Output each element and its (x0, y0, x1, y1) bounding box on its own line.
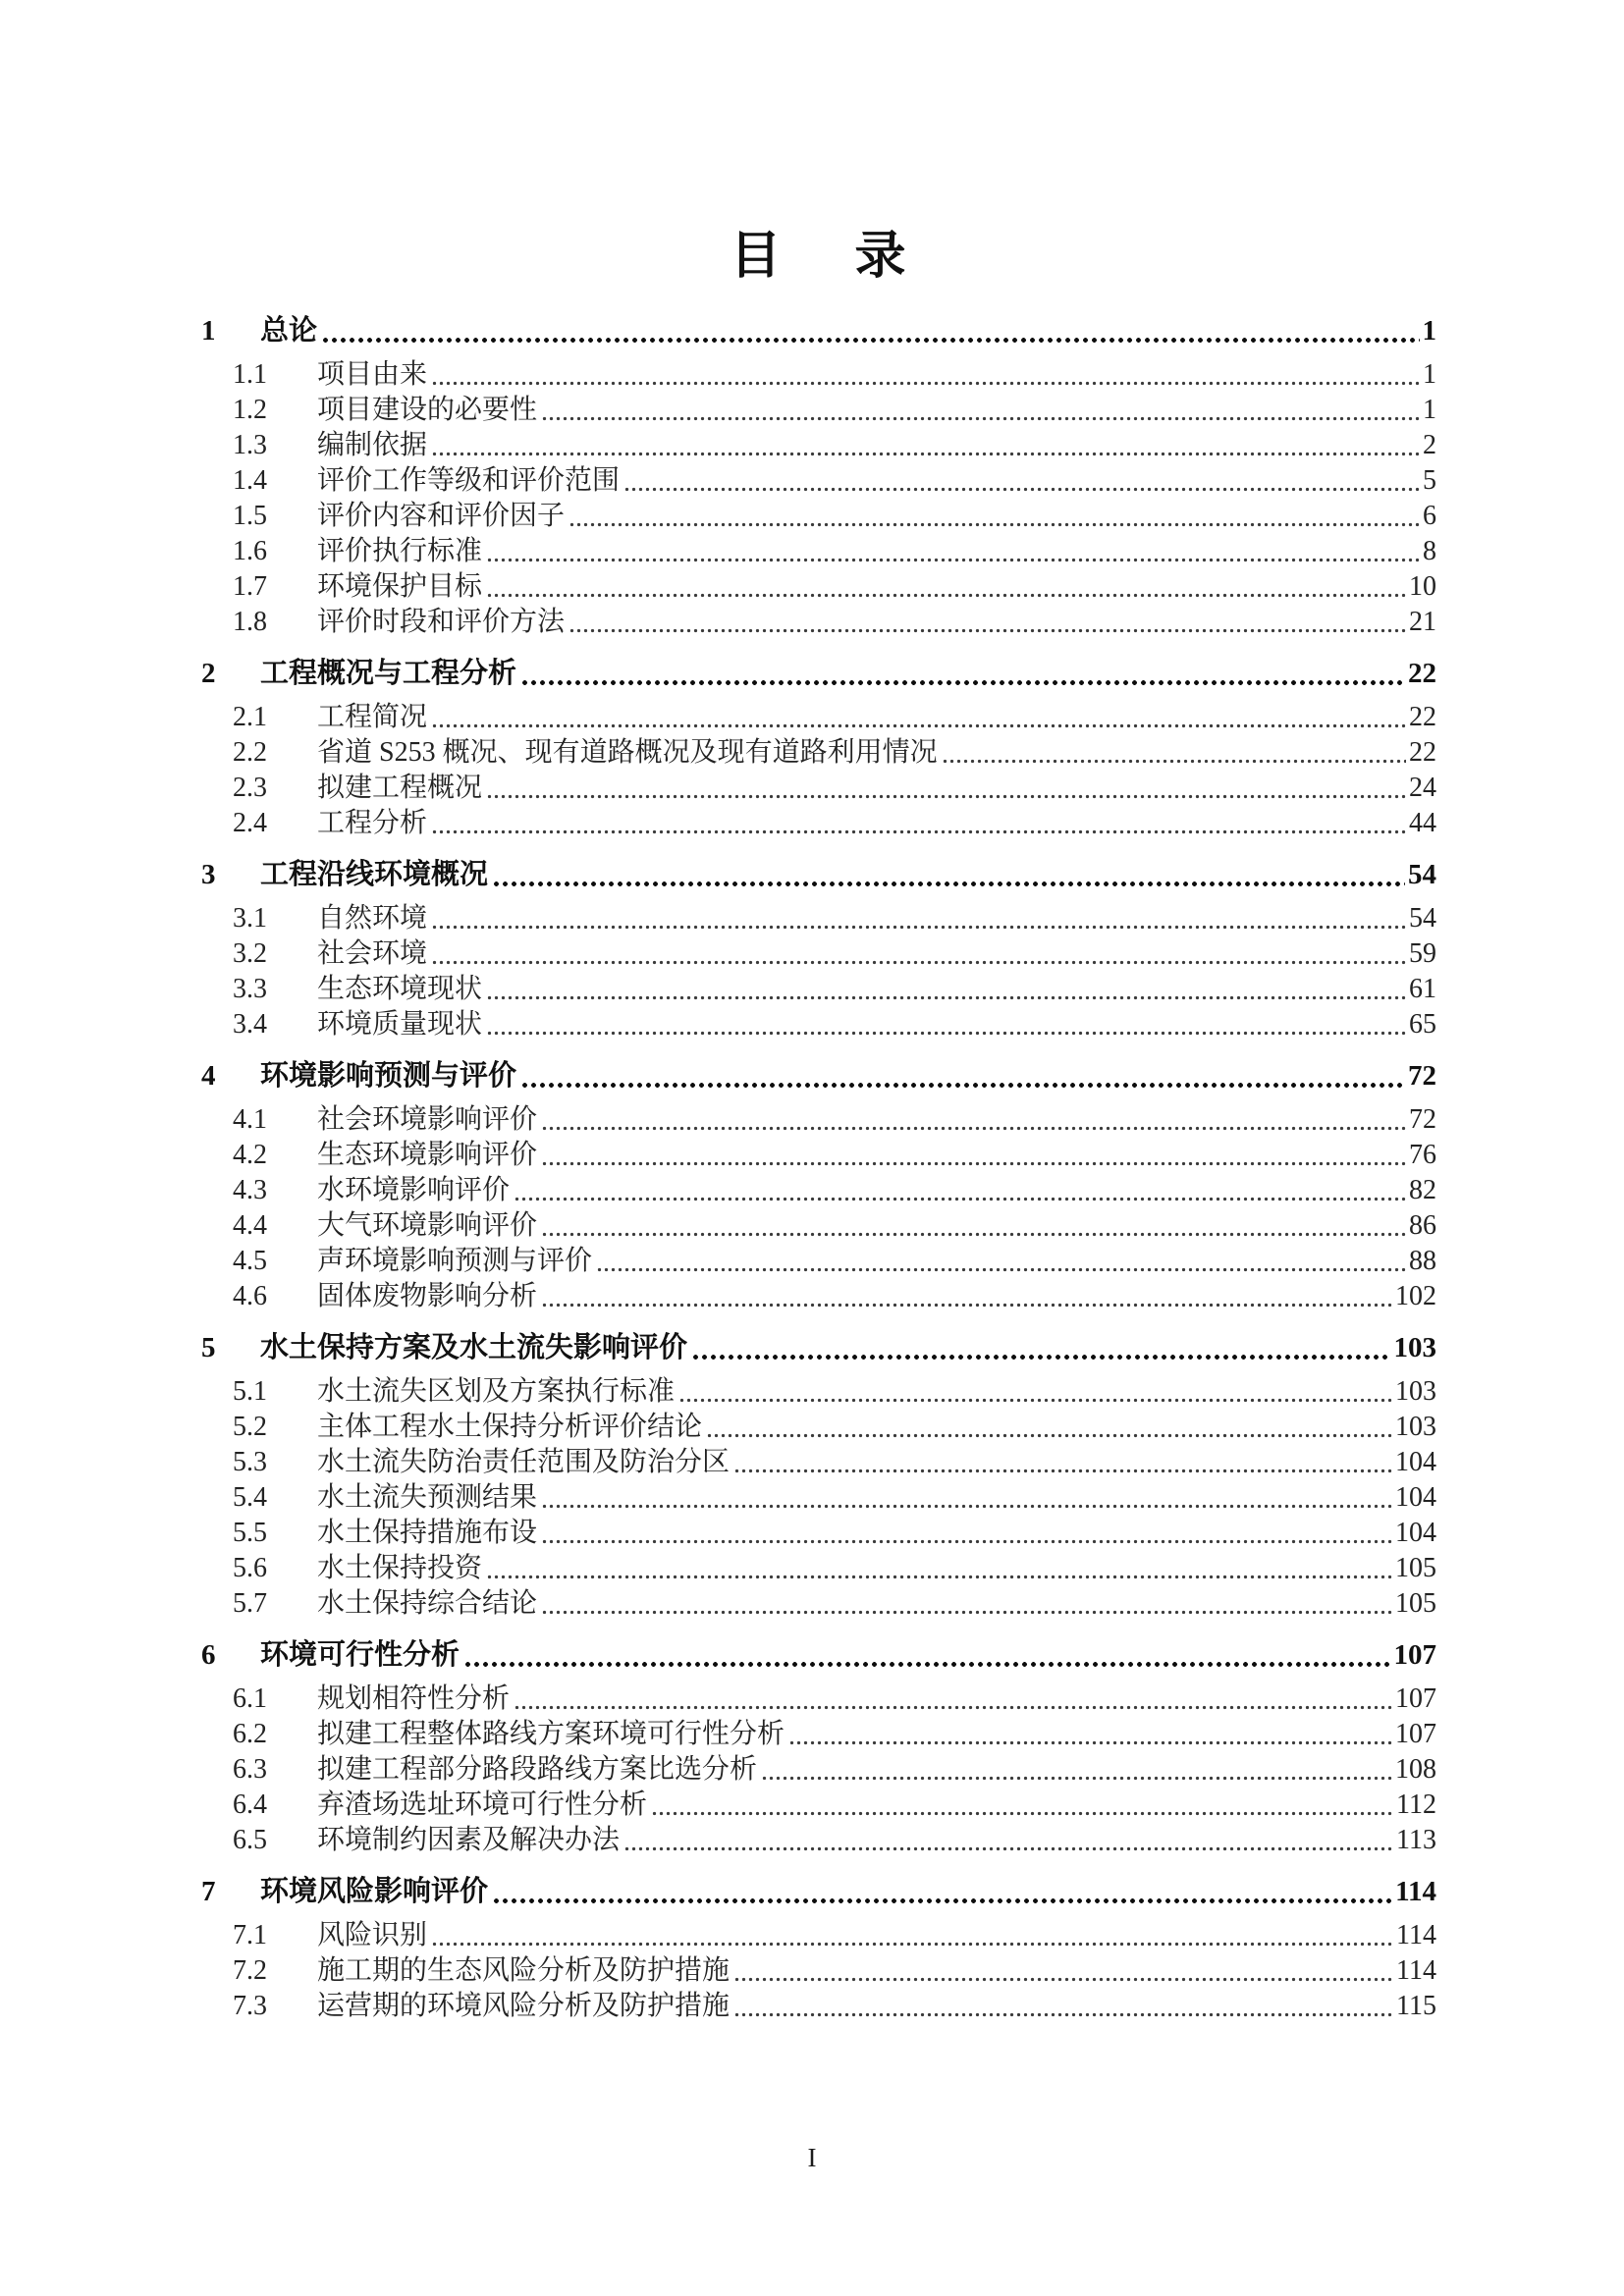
item-number: 5.2 (233, 1412, 267, 1442)
toc-item-row[interactable] (201, 1717, 1436, 1752)
chapter-number: 3 (201, 859, 216, 890)
dot-leader (486, 791, 1406, 800)
item-title: 拟建工程部分路段路线方案比选分析 (317, 1754, 758, 1785)
dot-leader (431, 449, 1420, 457)
item-title: 风险识别 (317, 1920, 428, 1950)
dot-leader (691, 1353, 1390, 1362)
item-number: 2.4 (233, 808, 267, 838)
item-title: 运营期的环境风险分析及防护措施 (317, 1991, 731, 2021)
item-number: 1.6 (233, 536, 267, 566)
item-number: 4.1 (233, 1104, 267, 1135)
item-title: 拟建工程概况 (317, 773, 483, 803)
dot-leader (541, 1229, 1406, 1238)
item-number: 3.3 (233, 974, 267, 1004)
page-number: 108 (1395, 1754, 1436, 1785)
page-number: 104 (1395, 1518, 1436, 1548)
page-number: 103 (1395, 1376, 1436, 1407)
dot-leader (541, 1536, 1392, 1545)
toc-item-row[interactable] (201, 393, 1436, 428)
dot-leader (321, 336, 1419, 345)
item-title: 生态环境影响评价 (317, 1140, 538, 1170)
item-title: 生态环境现状 (317, 974, 483, 1004)
item-title: 项目由来 (317, 359, 428, 390)
page-number: 10 (1409, 571, 1436, 602)
page-number: 115 (1396, 1991, 1436, 2021)
dot-leader (761, 1773, 1392, 1782)
item-number: 1.1 (233, 359, 267, 390)
toc-item-row[interactable] (201, 901, 1436, 936)
page-number: 1 (1423, 359, 1436, 390)
dot-leader (568, 519, 1420, 528)
toc-chapter-row[interactable] (201, 1637, 1436, 1674)
item-title: 项目建设的必要性 (317, 395, 538, 425)
dot-leader (486, 590, 1406, 599)
page-number: 113 (1396, 1825, 1436, 1855)
toc-item-row[interactable] (201, 806, 1436, 841)
item-title: 弃渣场选址环境可行性分析 (317, 1789, 648, 1820)
dot-leader (463, 1660, 1390, 1669)
item-number: 3.4 (233, 1009, 267, 1040)
item-title: 规划相符性分析 (317, 1683, 511, 1714)
dot-leader (520, 1081, 1405, 1090)
item-number: 3.1 (233, 903, 267, 934)
chapter-number: 4 (201, 1060, 216, 1092)
item-number: 6.4 (233, 1789, 267, 1820)
item-number: 4.2 (233, 1140, 267, 1170)
toc-item-row[interactable] (201, 569, 1436, 605)
item-title: 社会环境 (317, 938, 428, 969)
page-number: 103 (1395, 1412, 1436, 1442)
page-number: 104 (1395, 1447, 1436, 1477)
toc-item-row[interactable] (201, 1918, 1436, 1953)
item-title: 水土保持综合结论 (317, 1588, 538, 1619)
toc-chapter-row[interactable] (201, 656, 1436, 692)
dot-leader (431, 827, 1406, 835)
item-title: 工程简况 (317, 702, 428, 732)
item-number: 4.5 (233, 1246, 267, 1276)
item-number: 2.1 (233, 702, 267, 732)
toc-item-row[interactable] (201, 1989, 1436, 2024)
item-number: 2.2 (233, 737, 267, 768)
dot-leader (706, 1430, 1392, 1439)
item-title: 自然环境 (317, 903, 428, 934)
item-title: 施工期的生态风险分析及防护措施 (317, 1955, 731, 1986)
page-number: 105 (1395, 1588, 1436, 1619)
dot-leader (431, 957, 1406, 966)
toc-item-row[interactable] (201, 1208, 1436, 1244)
item-number: 6.3 (233, 1754, 267, 1785)
chapter-number: 5 (201, 1332, 216, 1363)
dot-leader (492, 880, 1405, 888)
page-number: 65 (1409, 1009, 1436, 1040)
item-title: 水土流失区划及方案执行标准 (317, 1376, 676, 1407)
page-number: 24 (1409, 773, 1436, 803)
page-number: 72 (1409, 1104, 1436, 1135)
item-number: 4.6 (233, 1281, 267, 1311)
item-number: 7.2 (233, 1955, 267, 1986)
page-number: 104 (1395, 1482, 1436, 1513)
item-title: 社会环境影响评价 (317, 1104, 538, 1135)
page-number: 112 (1396, 1789, 1436, 1820)
item-number: 1.8 (233, 607, 267, 637)
toc-item-row[interactable] (201, 1138, 1436, 1173)
chapter-title: 环境影响预测与评价 (260, 1060, 517, 1092)
item-number: 7.3 (233, 1991, 267, 2021)
page-number: 2 (1423, 430, 1436, 460)
chapter-title: 工程概况与工程分析 (260, 658, 517, 689)
toc-item-row[interactable] (201, 1244, 1436, 1279)
toc-list (201, 313, 1436, 2024)
toc-item-row[interactable] (201, 499, 1436, 534)
page-number: 44 (1409, 808, 1436, 838)
item-number: 1.5 (233, 501, 267, 531)
chapter-number: 2 (201, 658, 216, 689)
dot-leader (623, 484, 1420, 493)
dot-leader (541, 1501, 1392, 1510)
item-title: 评价时段和评价方法 (317, 607, 566, 637)
page-number: 88 (1409, 1246, 1436, 1276)
toc-chapter-row[interactable] (201, 1058, 1436, 1095)
item-number: 5.6 (233, 1553, 267, 1583)
item-number: 6.1 (233, 1683, 267, 1714)
toc-chapter-row[interactable] (201, 1330, 1436, 1366)
page-number: 114 (1396, 1955, 1436, 1986)
item-title: 环境质量现状 (317, 1009, 483, 1040)
toc-item-row[interactable] (201, 463, 1436, 499)
page-number: 22 (1408, 658, 1436, 689)
dot-leader (431, 378, 1420, 387)
chapter-title: 工程沿线环境概况 (260, 859, 489, 890)
page-number: 54 (1409, 903, 1436, 934)
toc-item-row[interactable] (201, 1788, 1436, 1823)
toc-item-row[interactable] (201, 1007, 1436, 1042)
dot-leader (568, 625, 1406, 634)
dot-leader (541, 1123, 1406, 1132)
toc-item-row[interactable] (201, 1173, 1436, 1208)
dot-leader (520, 678, 1405, 687)
page-title: 目 录 (730, 229, 908, 285)
page-number: 103 (1393, 1332, 1436, 1363)
toc-item-row[interactable] (201, 1752, 1436, 1788)
toc-item-row[interactable] (201, 428, 1436, 463)
dot-leader (541, 413, 1420, 422)
dot-leader (514, 1702, 1392, 1711)
dot-leader (733, 1974, 1393, 1983)
item-number: 5.5 (233, 1518, 267, 1548)
toc-item-row[interactable] (201, 1410, 1436, 1445)
item-number: 3.2 (233, 938, 267, 969)
toc-chapter-row[interactable] (201, 857, 1436, 893)
toc-item-row[interactable] (201, 357, 1436, 393)
item-number: 1.2 (233, 395, 267, 425)
dot-leader (431, 721, 1406, 729)
page-number: 6 (1423, 501, 1436, 531)
item-number: 1.7 (233, 571, 267, 602)
item-title: 水土保持措施布设 (317, 1518, 538, 1548)
item-title: 主体工程水土保持分析评价结论 (317, 1412, 703, 1442)
page-number: 107 (1393, 1639, 1436, 1671)
dot-leader (733, 1466, 1392, 1474)
chapter-number: 6 (201, 1639, 216, 1671)
dot-leader (623, 1843, 1393, 1852)
page-number: 107 (1395, 1719, 1436, 1749)
toc-item-row[interactable] (201, 771, 1436, 806)
item-title: 评价执行标准 (317, 536, 483, 566)
item-title: 声环境影响预测与评价 (317, 1246, 593, 1276)
page-number: 72 (1408, 1060, 1436, 1092)
toc-item-row[interactable] (201, 1374, 1436, 1410)
dot-leader (678, 1395, 1392, 1404)
dot-leader (486, 1028, 1406, 1037)
toc-item-row[interactable] (201, 735, 1436, 771)
item-title: 环境制约因素及解决办法 (317, 1825, 621, 1855)
item-title: 评价内容和评价因子 (317, 501, 566, 531)
chapter-title: 环境可行性分析 (260, 1639, 460, 1671)
toc-item-row[interactable] (201, 1480, 1436, 1516)
item-number: 5.3 (233, 1447, 267, 1477)
item-number: 1.4 (233, 465, 267, 496)
dot-leader (541, 1607, 1392, 1616)
item-number: 1.3 (233, 430, 267, 460)
page-number: 105 (1395, 1553, 1436, 1583)
page-number: 54 (1408, 859, 1436, 890)
toc-item-row[interactable] (201, 1279, 1436, 1314)
page-number: 21 (1409, 607, 1436, 637)
page-number: 8 (1423, 536, 1436, 566)
toc-item-row[interactable] (201, 1682, 1436, 1717)
dot-leader (486, 555, 1420, 563)
toc-item-row[interactable] (201, 700, 1436, 735)
chapter-title: 总论 (260, 315, 318, 347)
toc-item-row[interactable] (201, 1823, 1436, 1858)
chapter-number: 1 (201, 315, 216, 347)
item-title: 固体废物影响分析 (317, 1281, 538, 1311)
item-title: 环境保护目标 (317, 571, 483, 602)
page-number: 76 (1409, 1140, 1436, 1170)
page-number: 82 (1409, 1175, 1436, 1205)
item-number: 6.5 (233, 1825, 267, 1855)
dot-leader (541, 1158, 1406, 1167)
item-title: 工程分析 (317, 808, 428, 838)
item-title: 评价工作等级和评价范围 (317, 465, 621, 496)
page-number: 102 (1395, 1281, 1436, 1311)
item-number: 5.1 (233, 1376, 267, 1407)
toc-item-row[interactable] (201, 1586, 1436, 1622)
item-number: 6.2 (233, 1719, 267, 1749)
item-number: 7.1 (233, 1920, 267, 1950)
item-number: 4.4 (233, 1210, 267, 1241)
page-number: 114 (1396, 1920, 1436, 1950)
item-number: 2.3 (233, 773, 267, 803)
dot-leader (942, 756, 1406, 765)
item-number: 5.7 (233, 1588, 267, 1619)
item-number: 5.4 (233, 1482, 267, 1513)
dot-leader (486, 992, 1406, 1001)
dot-leader (514, 1194, 1406, 1202)
chapter-title: 环境风险影响评价 (260, 1876, 489, 1907)
footer-page-number: I (807, 2143, 817, 2172)
dot-leader (541, 1300, 1392, 1308)
page-number: 59 (1409, 938, 1436, 969)
toc-chapter-row[interactable] (201, 1874, 1436, 1910)
item-title: 水土流失防治责任范围及防治分区 (317, 1447, 731, 1477)
toc-item-row[interactable] (201, 972, 1436, 1007)
toc-item-row[interactable] (201, 1445, 1436, 1480)
dot-leader (492, 1896, 1392, 1905)
item-title: 省道 S253 概况、现有道路概况及现有道路利用情况 (317, 737, 938, 768)
chapter-number: 7 (201, 1876, 216, 1907)
toc-item-row[interactable] (201, 1953, 1436, 1989)
page-number: 114 (1395, 1876, 1436, 1907)
toc-chapter-row[interactable] (201, 313, 1436, 349)
item-title: 拟建工程整体路线方案环境可行性分析 (317, 1719, 785, 1749)
dot-leader (733, 2009, 1393, 2018)
item-title: 水环境影响评价 (317, 1175, 511, 1205)
page-number: 107 (1395, 1683, 1436, 1714)
chapter-title: 水土保持方案及水土流失影响评价 (260, 1332, 688, 1363)
dot-leader (788, 1737, 1392, 1746)
toc-item-row[interactable] (201, 1102, 1436, 1138)
page-number: 86 (1409, 1210, 1436, 1241)
toc-item-row[interactable] (201, 1551, 1436, 1586)
page-number: 1 (1423, 395, 1436, 425)
dot-leader (431, 922, 1406, 931)
dot-leader (596, 1264, 1406, 1273)
toc-item-row[interactable] (201, 605, 1436, 640)
page-number: 61 (1409, 974, 1436, 1004)
item-title: 编制依据 (317, 430, 428, 460)
item-title: 大气环境影响评价 (317, 1210, 538, 1241)
page-number: 1 (1422, 315, 1436, 347)
item-title: 水土流失预测结果 (317, 1482, 538, 1513)
page-number: 22 (1409, 737, 1436, 768)
item-number: 4.3 (233, 1175, 267, 1205)
dot-leader (651, 1808, 1393, 1817)
dot-leader (486, 1572, 1392, 1580)
toc-item-row[interactable] (201, 936, 1436, 972)
toc-item-row[interactable] (201, 534, 1436, 569)
dot-leader (431, 1939, 1393, 1948)
toc-item-row[interactable] (201, 1516, 1436, 1551)
page-number: 22 (1409, 702, 1436, 732)
item-title: 水土保持投资 (317, 1553, 483, 1583)
page-number: 5 (1423, 465, 1436, 496)
